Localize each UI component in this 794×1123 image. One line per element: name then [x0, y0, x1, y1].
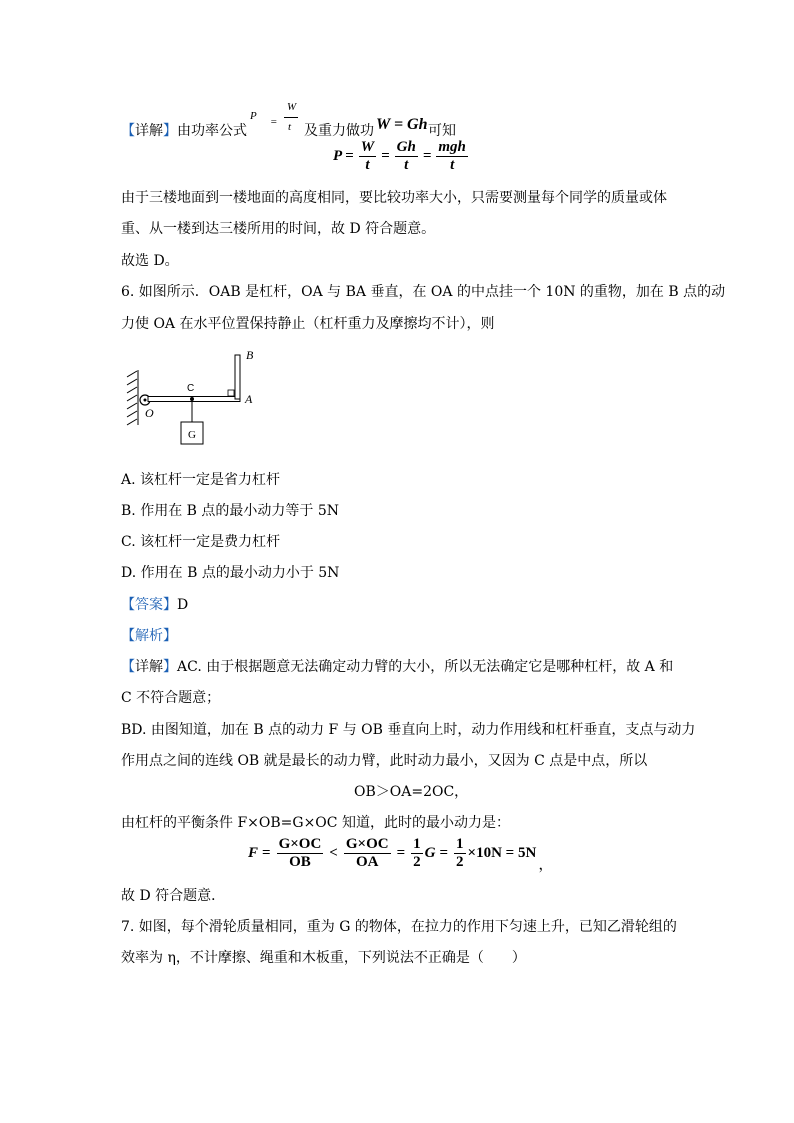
q6-conclusion: 故 D 符合题意． — [121, 888, 226, 904]
f2-G: G — [424, 844, 436, 861]
point-C — [190, 397, 194, 401]
bf-t2: t — [404, 156, 409, 173]
q6-detail-label: 详解 — [135, 659, 163, 675]
f2-half2 — [454, 836, 466, 870]
power-formula-W: W — [287, 101, 297, 113]
detail-text-c: 可知 — [428, 123, 456, 139]
q6-option-c: C. 该杠杆一定是费力杠杆 — [121, 534, 281, 550]
q5-para1-line1: 由于三楼地面到一楼地面的高度相同，要比较功率大小，只需要测量每个同学的质量或体 — [121, 190, 667, 206]
answer-value: D — [177, 597, 189, 613]
min-force-formula — [248, 836, 554, 873]
bf-Gh: Gh — [396, 139, 416, 155]
f2-half-num1: 1 — [413, 836, 421, 852]
q7-stem-line1: 7. 如图，每个滑轮质量相同，重为 G 的物体，在拉力的作用下匀速上升，已知乙滑轮组的 — [121, 919, 677, 935]
analysis-bracket-open: 【 — [121, 628, 135, 644]
f2-half-den2: 2 — [456, 853, 464, 870]
q6-analysis — [121, 625, 177, 645]
q6-detail-line2: C 不符合题意； — [121, 690, 221, 706]
detail-text-a: 由功率公式 — [177, 123, 247, 139]
f2-den1: OB — [289, 853, 311, 870]
bf-eq1: = — [345, 147, 354, 164]
q5-detail-line — [121, 120, 247, 140]
q6-detail-bracket-close: 】 — [163, 659, 177, 675]
power-formula-t: t — [288, 121, 292, 133]
label-C: C — [187, 383, 195, 394]
detail-label: 详解 — [135, 123, 163, 139]
bf-t3: t — [450, 156, 455, 173]
analysis-label: 解析 — [135, 628, 163, 644]
q5-choose: 故选 D。 — [121, 253, 179, 269]
power-derivation-formula — [333, 139, 470, 173]
lever-arm-AB — [235, 355, 240, 399]
bf-frac3 — [436, 139, 468, 173]
label-B: B — [246, 348, 254, 362]
power-formula-eq: = — [270, 116, 278, 128]
right-angle-mark — [228, 390, 234, 396]
bf-eq3: = — [422, 147, 432, 164]
bf-P: P — [333, 147, 343, 164]
answer-label: 答案 — [135, 597, 163, 613]
f2-num1: G×OC — [278, 836, 322, 852]
q6-inequality: OB＞OA=2OC， — [354, 784, 469, 800]
bf-mgh: mgh — [438, 139, 466, 155]
bf-t1: t — [365, 156, 370, 173]
bf-W: W — [360, 139, 375, 155]
q6-detail-line3: BD. 由图知道，加在 B 点的动力 F 与 OB 垂直向上时，动力作用线和杠杆垂直，支点与动力 — [121, 722, 696, 738]
q6-balance-line: 由杠杆的平衡条件 F×OB=G×OC 知道，此时的最小动力是： — [121, 815, 510, 831]
q6-detail-text1: AC. 由于根据题意无法确定动力臂的大小，所以无法确定它是哪种杠杆，故 A 和 — [177, 659, 674, 675]
power-formula-P: P — [250, 110, 257, 122]
power-formula-bar — [284, 117, 298, 118]
f2-F: F — [248, 844, 259, 861]
answer-bracket-close: 】 — [163, 597, 177, 613]
f2-frac2 — [344, 836, 391, 870]
bracket-close: 】 — [163, 123, 177, 139]
q6-detail-bracket-open: 【 — [121, 659, 135, 675]
lever-figure — [124, 345, 274, 450]
detail-text-b: 及重力做功 — [304, 123, 374, 139]
f2-comma: ， — [538, 856, 554, 873]
answer-bracket-open: 【 — [121, 597, 135, 613]
work-formula: W = Gh — [376, 116, 428, 133]
q6-detail-line4: 作用点之间的连线 OB 就是最长的动力臂，此时动力最小，又因为 C 点是中点，所以 — [121, 753, 648, 769]
f2-half1 — [411, 836, 423, 870]
f2-eq: = — [262, 844, 271, 861]
f2-half-den1: 2 — [413, 853, 421, 870]
label-O: O — [145, 406, 154, 420]
q6-option-a: A. 该杠杆一定是省力杠杆 — [121, 472, 281, 488]
bf-eq2: = — [381, 147, 390, 164]
f2-den2: OA — [355, 853, 379, 870]
f2-frac1 — [277, 836, 324, 870]
analysis-bracket-close: 】 — [163, 628, 177, 644]
f2-num2: G×OC — [345, 836, 389, 852]
q6-detail-line1 — [121, 656, 673, 676]
f2-eq2: = — [396, 844, 406, 861]
f2-eq3: = — [439, 844, 449, 861]
label-A: A — [245, 392, 253, 406]
q6-option-b: B. 作用在 B 点的最小动力等于 5N — [121, 503, 339, 519]
bracket-open: 【 — [121, 123, 135, 139]
bf-frac1 — [359, 139, 376, 173]
q7-stem-line2: 效率为 η，不计摩擦、绳重和木板重，下列说法不正确是（ ） — [121, 950, 526, 966]
f2-lt: < — [329, 844, 338, 861]
q5-para1-line2: 重、从一楼到达三楼所用的时间，故 D 符合题意。 — [121, 221, 436, 237]
f2-half-num2: 1 — [456, 836, 464, 852]
q6-answer — [121, 594, 188, 614]
f2-times: ×10N = 5N — [467, 844, 537, 861]
label-G: G — [188, 429, 196, 441]
q6-stem-line2: 力使 OA 在水平位置保持静止（杠杆重力及摩擦均不计），则 — [121, 316, 495, 332]
q6-stem-line1: 6. 如图所示．OAB 是杠杆，OA 与 BA 垂直，在 OA 的中点挂一个 10N 的重物，加在 B 点的动 — [121, 284, 726, 300]
wall-hatch — [127, 370, 138, 425]
bf-frac2 — [395, 139, 418, 173]
q6-option-d: D. 作用在 B 点的最小动力小于 5N — [121, 565, 340, 581]
